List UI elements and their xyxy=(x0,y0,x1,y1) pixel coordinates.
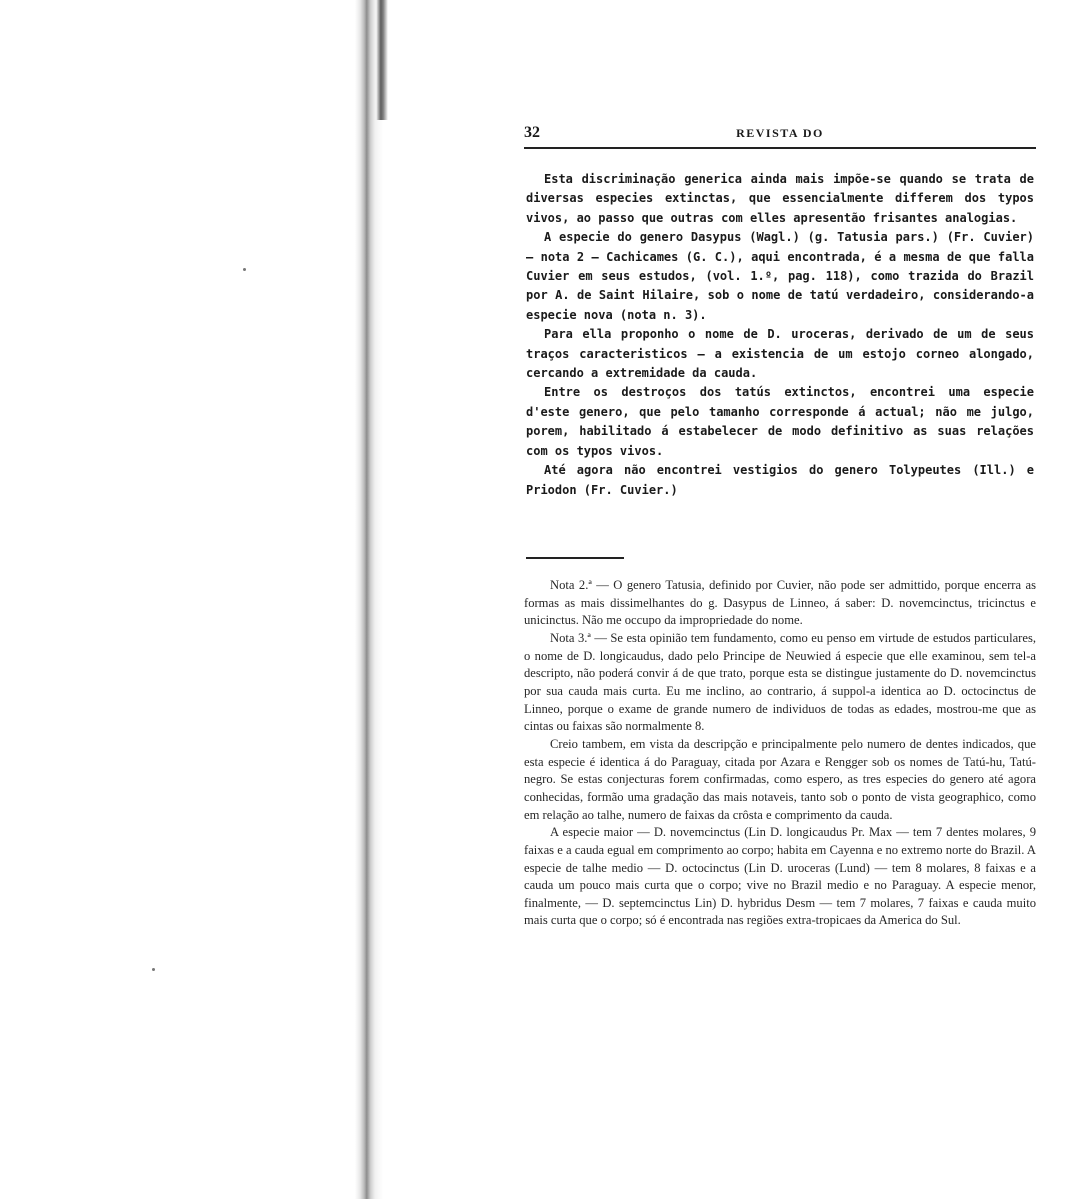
body-paragraph: Para ella proponho o nome de D. uroceras, derivado de um de seus traços caracteristicos — a existencia de um estojo corneo alongado, cercando a extremidade da cauda. xyxy=(526,327,1034,381)
page-number: 32 xyxy=(524,124,540,141)
footnote: Nota 3.ª — Se esta opinião tem fundamento, como eu penso em virtude de estudos particulares, o nome de D. longicaudus, dado pelo Principe de Neuwied á especie que elle examinou, sem tel-a descripto, não poderá convir á de que trato, porque esta se distingue justamente do D. novemcinctus por sua cauda mais curta. Eu me inclino, ao contrario, á suppol-a identica ao D. octocinctus de Linneo, porque o exame de grande numero de individuos de todas as edades, mostrou-me que as cintas ou faixas são normalmente 8. xyxy=(524,630,1036,734)
header-rule xyxy=(524,147,1036,149)
running-head xyxy=(524,124,1036,144)
running-head-title: REVISTA DO xyxy=(736,126,824,140)
body-paragraph: Esta discriminação generica ainda mais impõe-se quando se trata de diversas especies extinctas, que essencialmente differem dos typos vivos, ao passo que outras com elles apresentão frisantes analogias. xyxy=(526,172,1034,225)
footnote: Creio tambem, em vista da descripção e principalmente pelo numero de dentes indicados, que esta especie é identica á do Paraguay, citada por Azara e Rengger sob os nomes de Tatú-hu, Tatú-negro. Se estas conjecturas forem confirmadas, como espero, as tres especies do genero até agora conhecidas, formão uma gradação das mais notaveis, tanto sob o ponto de vista geographico, como em relação ao talhe, numero de faixas da crôsta e comprimento da cauda. xyxy=(524,736,1036,822)
main-text xyxy=(526,170,1034,500)
footnote: A especie maior — D. novemcinctus (Lin D. longicaudus Pr. Max — tem 7 dentes molares, 9 faixas e a cauda egual em comprimento ao corpo; habita em Cayenna e no extremo norte do Brazil. A especie de talhe medio — D. octocinctus (Lin D. uroceras (Lund) — tem 8 molares, 8 faixas e a cauda um pouco mais curta que o corpo; vive no Brazil medio e no Paraguay. A especie menor, finalmente, — D. septemcinctus Lin) D. hybridus Desm — tem 7 molares, 7 faixas e cauda muito mais curta que o corpo; só é encontrada nas regiões extra-tropicaes da America do Sul. xyxy=(524,825,1036,928)
page-binding-shadow xyxy=(355,0,383,1199)
footnote-rule xyxy=(526,557,624,559)
paper-speck xyxy=(152,968,155,971)
body-paragraph: Entre os destroços dos tatús extinctos, encontrei uma especie d'este genero, que pelo tamanho corresponde á actual; não me julgo, porem, habilitado á estabelecer de modo definitivo as suas relações com os typos vivos. xyxy=(526,385,1034,458)
body-paragraph: A especie do genero Dasypus (Wagl.) (g. Tatusia pars.) (Fr. Cuvier) — nota 2 — Cachicames (G. C.), aqui encontrada, é a mesma de que falla Cuvier em seus estudos, (vol. 1.º, pag. 118), como trazida do Brazil por A. de Saint Hilaire, sob o nome de tatú verdadeiro, considerando-a especie nova (nota n. 3). xyxy=(526,230,1034,322)
body-paragraph: Até agora não encontrei vestigios do genero Tolypeutes (Ill.) e Priodon (Fr. Cuvier.) xyxy=(526,463,1034,497)
footnote: Nota 2.ª — O genero Tatusia, definido por Cuvier, não pode ser admittido, porque encerra as formas as mais dissimelhantes do g. Dasypus de Linneo, á saber: D. novemcinctus, tricinctus e unicinctus. Não me occupo da impropriedade do nome. xyxy=(524,578,1036,628)
paper-speck xyxy=(243,268,246,271)
binding-dark-streak xyxy=(376,0,388,120)
footnotes xyxy=(524,577,1036,930)
